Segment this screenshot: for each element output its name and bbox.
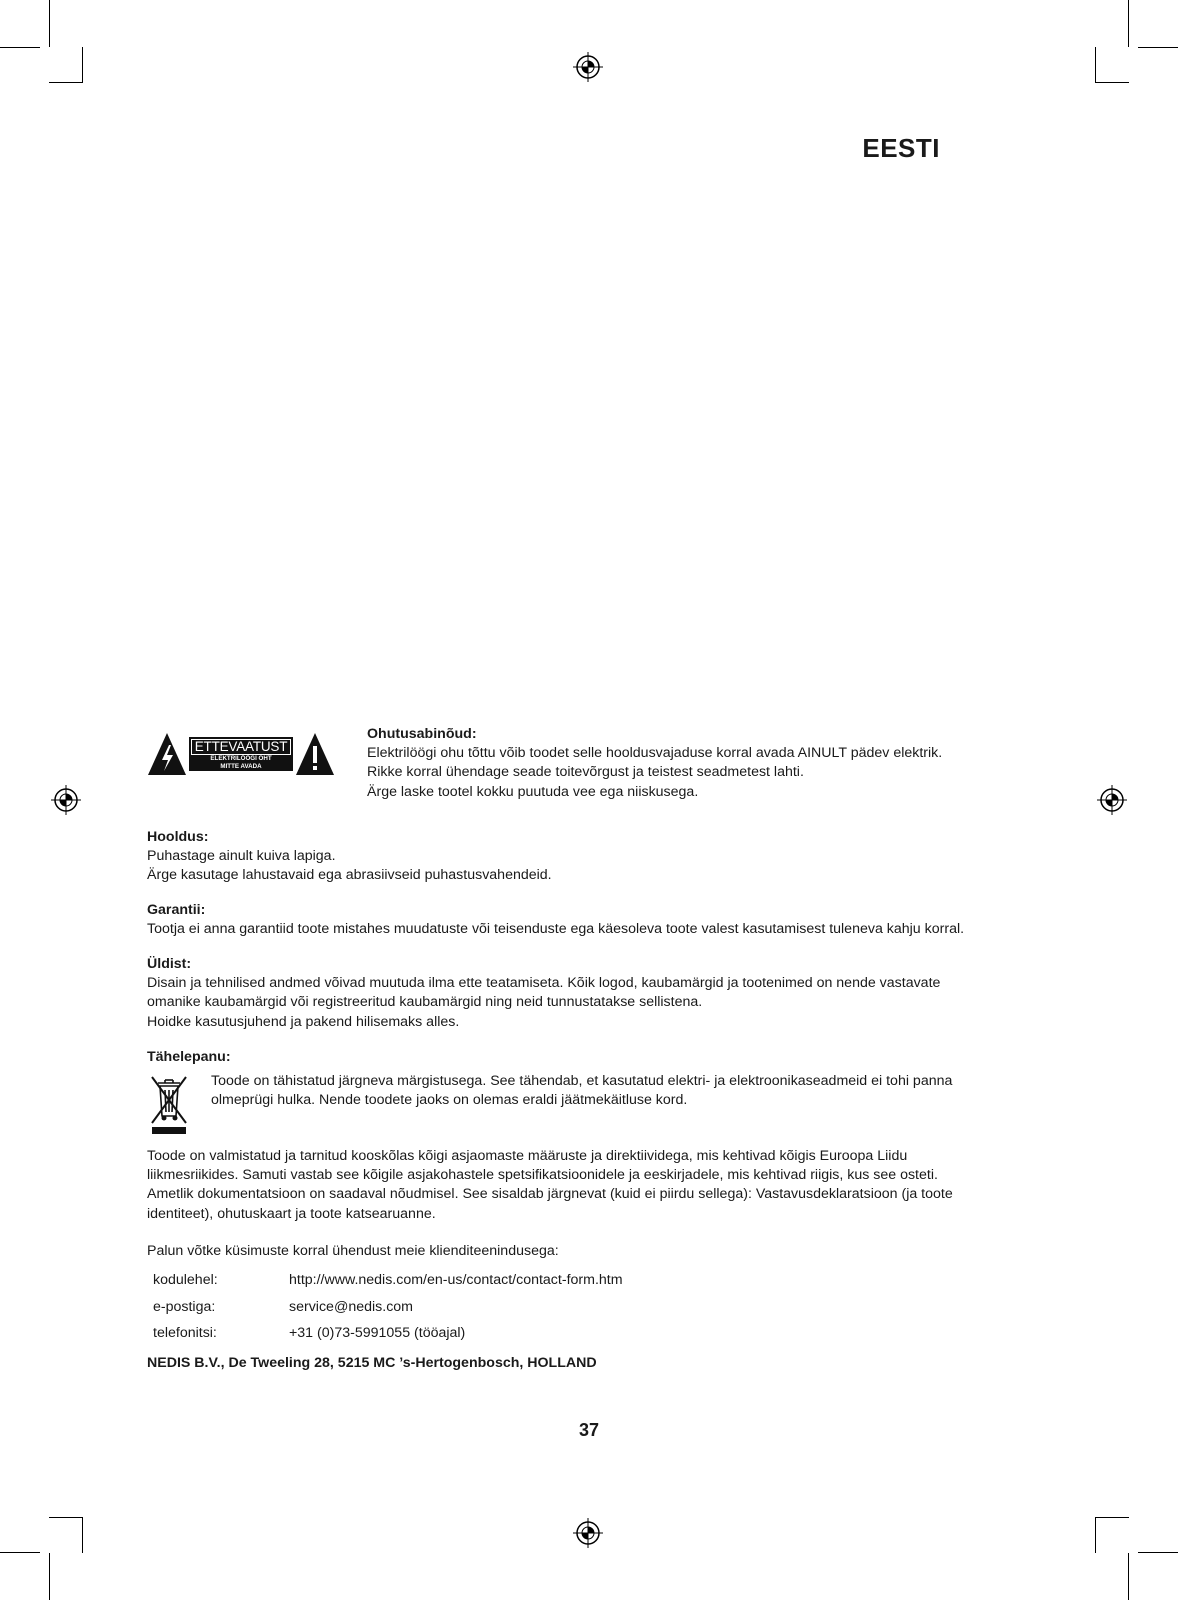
safety-line: Elektrilöögi ohu tõttu võib toodet selle hooldusvajaduse korral avada AINULT pädev elektrik. <box>367 745 943 762</box>
warranty-section <box>147 901 964 939</box>
safety-line: Ärge laske tootel kokku puutuda vee ega niiskusega. <box>367 783 699 800</box>
contact-phone: +31 (0)73-5991055 (tööajal) <box>289 1325 466 1342</box>
contact-label: kodulehel: <box>153 1272 218 1289</box>
language-heading: EESTI <box>862 133 940 163</box>
registration-mark-top-icon <box>573 52 603 82</box>
compliance-line: Ametlik dokumentatsioon on saadaval nõudmisel. See sisaldab järgnevat (kuid ei piirdu sellega): Vastavusdeklaratsioon (ja toote <box>147 1186 953 1203</box>
attention-line: Toode on tähistatud järgneva märgistusega. See tähendab, et kasutatud elektri- ja elektroonikaseadmeid ei tohi panna <box>211 1073 953 1089</box>
contact-row-phone <box>147 1320 623 1347</box>
registration-mark-right-icon <box>1097 785 1127 815</box>
caution-label <box>147 731 337 777</box>
contact-intro: Palun võtke küsimuste korral ühendust meie klienditeenindusega: <box>147 1243 559 1259</box>
contact-label: e-postiga: <box>153 1298 216 1315</box>
compliance-line: Toode on valmistatud ja tarnitud kooskõlas kõigi asjaomaste määruste ja direktiividega, mis kehtivad kõigis Euroopa Liidu <box>147 1148 908 1164</box>
maintenance-section <box>147 828 552 886</box>
contact-email-link[interactable]: service@nedis.com <box>289 1298 414 1315</box>
caution-label-box <box>189 737 293 771</box>
company-address: NEDIS B.V., De Tweeling 28, 5215 MC ’s-Hertogenbosch, HOLLAND <box>147 1355 597 1371</box>
maintenance-line: Puhastage ainult kuiva lapiga. <box>147 848 336 865</box>
general-line: omanike kaubamärgid või registreeritud kaubamärgid ning neid tunnustatakse sellistena. <box>147 994 703 1011</box>
general-heading: Üldist: <box>147 956 192 972</box>
safety-section <box>367 725 942 802</box>
exclamation-warning-icon <box>295 731 335 777</box>
registration-mark-bottom-icon <box>573 1518 603 1548</box>
safety-line: Rikke korral ühendage seade toitevõrgust ja teistest seadmetest lahti. <box>367 764 804 781</box>
warranty-heading: Garantii: <box>147 902 206 918</box>
contact-row-website <box>147 1267 623 1294</box>
page-number: 37 <box>578 1420 600 1440</box>
weee-crossed-bin-icon <box>150 1073 188 1135</box>
contact-label: telefonitsi: <box>153 1325 217 1342</box>
warranty-line: Tootja ei anna garantiid toote mistahes muudatuste või teisenduste ega käesoleva toote valest kasutamisest tuleneva kahju korral. <box>147 921 965 938</box>
safety-heading: Ohutusabinõud: <box>367 726 477 742</box>
general-section <box>147 955 940 1032</box>
attention-line: olmeprügi hulka. Nende toodete jaoks on olemas eraldi jäätmekäitluse kord. <box>211 1092 688 1109</box>
attention-heading <box>147 1048 231 1067</box>
compliance-line: identiteet), ohutuskaart ja toote katsearuanne. <box>147 1205 436 1222</box>
contact-row-email <box>147 1294 623 1321</box>
general-line: Hoidke kasutusjuhend ja pakend hilisemaks alles. <box>147 1013 460 1030</box>
electric-shock-warning-icon <box>147 731 187 777</box>
general-line: Disain ja tehnilised andmed võivad muutuda ilma ette teatamiseta. Kõik logod, kaubamärgid ja tootenimed on nende vastavate <box>147 975 941 992</box>
caution-label-line1: ELEKTRILÖÖGI OHT <box>210 755 272 762</box>
caution-label-title: ETTEVAATUST <box>191 739 291 755</box>
contact-website-link[interactable]: http://www.nedis.com/en-us/contact/contact-form.htm <box>289 1272 623 1289</box>
attention-heading-text: Tähelepanu: <box>147 1049 231 1065</box>
maintenance-heading: Hooldus: <box>147 829 209 845</box>
registration-mark-left-icon <box>51 785 81 815</box>
compliance-line: liikmesriikides. Samuti vastab see kõigile asjakohastele spetsifikatsioonidele ja eeskirjadele, mis kehtivad riigis, kus see osteti. <box>147 1167 938 1184</box>
maintenance-line: Ärge kasutage lahustavaid ega abrasiivseid puhastusvahendeid. <box>147 867 552 884</box>
caution-label-line2: MITTE AVADA <box>220 763 262 770</box>
contact-table <box>147 1267 623 1347</box>
compliance-section <box>147 1147 953 1224</box>
attention-section <box>211 1072 952 1110</box>
